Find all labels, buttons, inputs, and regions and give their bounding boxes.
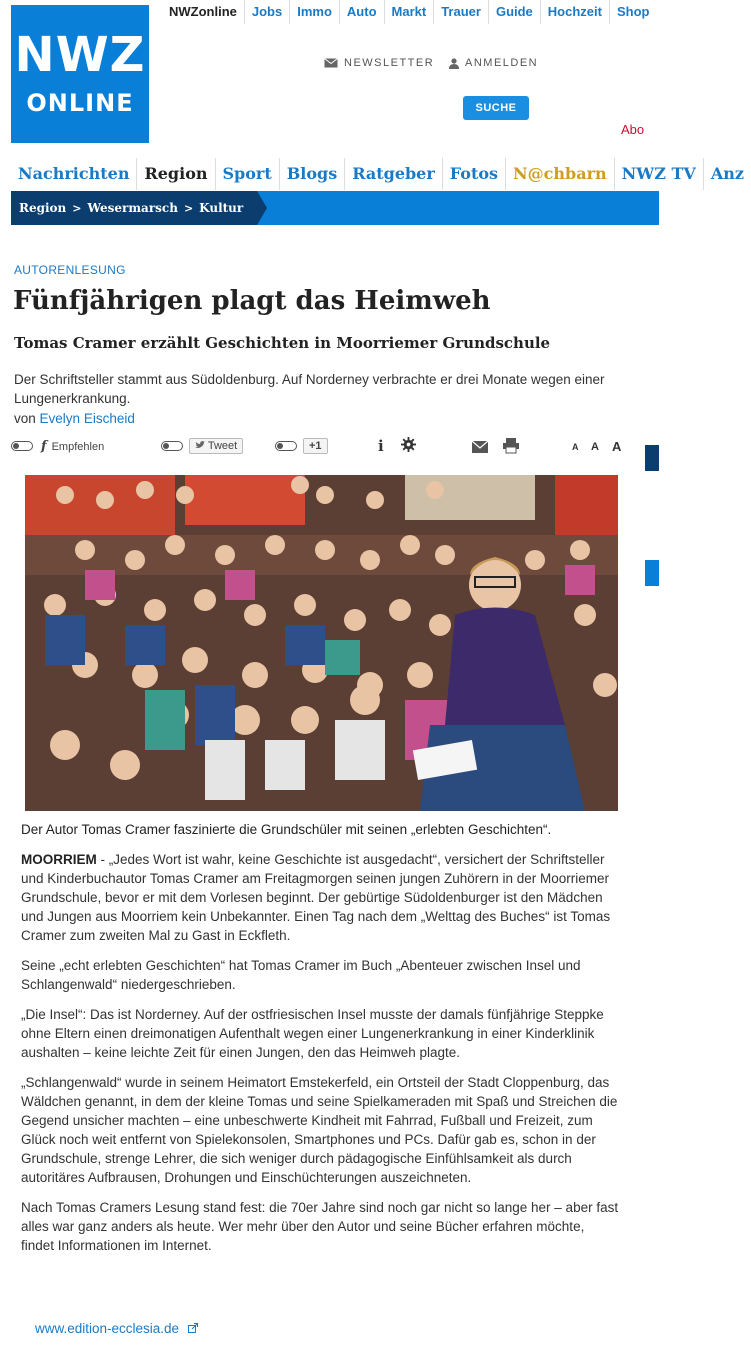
mail-icon[interactable] (472, 440, 488, 457)
nav-nachbarn[interactable]: N@chbarn (505, 158, 614, 190)
facebook-label: Empfehlen (51, 440, 105, 453)
article-body (21, 850, 621, 1266)
article-paragraph (21, 850, 621, 945)
external-link-text[interactable]: www.edition-ecclesia.de (35, 1321, 180, 1336)
gplus-share[interactable] (275, 436, 328, 456)
article-paragraph: „Schlangenwald“ wurde in seinem Heimatort Emstekerfeld, ein Ortsteil der Stadt Cloppenburg, das Wäldchen genannt, in dem der kleine Tomas und seine Spielkameraden mit Spaß und Streichen die Gegend unsicher machten – eine unbeschwerte Kindheit mit Fahrrad, Fußball und Freizeit, zum Glück noch weit entfernt von Spielekonsolen, Smartphones und PCs. Dafür gab es, schon in der Grundschule, strenge Lehrer, die sich weniger durch pädagogische Einfühlsamkeit als durch autoritäres Aufbrausen, Drohungen und Einschüchterungen auszeichneten. (21, 1075, 618, 1185)
twitter-share[interactable] (161, 436, 243, 456)
nwz-online-logo[interactable] (11, 5, 149, 143)
external-link[interactable] (35, 1321, 198, 1336)
article-photo[interactable] (25, 475, 618, 811)
breadcrumb-separator: > (72, 201, 82, 215)
nav-blogs[interactable]: Blogs (279, 158, 344, 190)
breadcrumb-bar (11, 191, 659, 225)
photo-illustration (25, 475, 618, 811)
tweet-button[interactable] (189, 438, 243, 454)
nav-anzeigen[interactable]: Anz (703, 158, 751, 190)
logo-text-online: ONLINE (26, 89, 134, 117)
article-kicker: AUTORENLESUNG (14, 263, 126, 277)
topnav-hochzeit[interactable]: Hochzeit (540, 0, 609, 24)
font-size-medium[interactable]: A (591, 441, 599, 453)
dateline: MOORRIEM (21, 852, 97, 867)
font-size-small[interactable]: A (572, 442, 579, 452)
side-tab-dark[interactable] (645, 445, 659, 471)
breadcrumb-separator: > (183, 201, 194, 215)
article-paragraph: „Die Insel“: Das ist Norderney. Auf der ostfriesischen Insel musste der damals fünfjährige Steppke ohne Eltern einen dreimonatigen Aufenthalt wegen einer Lungenerkrankung in einer Kinderklinik aushalten – keine leichte Zeit für einen Jungen, den das Heimweh plagte. (21, 1007, 604, 1060)
byline-prefix: von (14, 411, 36, 426)
gplus-toggle[interactable] (275, 441, 297, 451)
topnav-nwzonline[interactable]: NWZonline (169, 4, 237, 19)
search-button[interactable]: SUCHE (463, 96, 529, 120)
nav-fotos[interactable]: Fotos (442, 158, 505, 190)
paragraph-1-text: - „Jedes Wort ist wahr, keine Geschichte ist ausgedacht“, versichert der Schriftsteller und Kinderbuchautor Tomas Cramer am Freitagmorgen seinen jungen Zuhörern in der Moorriemer Grundschule, bevor er mit dem Vorlesen beginnt. Der gebürtige Südoldenburger ist den Mädchen und Jungen aus Moorriem kein Unbekannter. Einen Tag nach dem „Welttag des Buches“ ist Tomas Cramer zum zweiten Mal zu Gast in Eckfleth. (21, 852, 611, 943)
nav-sport[interactable]: Sport (215, 158, 279, 190)
breadcrumb-kultur[interactable]: Kultur (199, 201, 244, 215)
tweet-label: Tweet (207, 440, 238, 452)
facebook-toggle[interactable] (11, 441, 33, 451)
nav-nwz-tv[interactable]: NWZ TV (614, 158, 703, 190)
user-icon (449, 58, 459, 69)
article-subtitle: Tomas Cramer erzählt Geschichten in Moorriemer Grundschule (14, 334, 551, 352)
info-icon[interactable]: i (378, 437, 384, 455)
topnav-shop[interactable]: Shop (609, 0, 657, 24)
font-size-large[interactable]: A (612, 439, 622, 454)
article-lead: Der Schriftsteller stammt aus Südoldenburg. Auf Norderney verbrachte er drei Monate wegen einer Lungenerkrankung. (14, 372, 605, 406)
twitter-toggle[interactable] (161, 441, 183, 451)
login-link[interactable] (449, 57, 538, 69)
breadcrumb-wesermarsch[interactable]: Wesermarsch (87, 201, 178, 215)
breadcrumb (11, 191, 257, 225)
login-label: ANMELDEN (465, 57, 539, 69)
newsletter-label: NEWSLETTER (344, 57, 435, 69)
article-paragraph: Seine „echt erlebten Geschichten“ hat Tomas Cramer im Buch „Abenteuer zwischen Insel und Schlangenwald“ niedergeschrieben. (21, 958, 581, 992)
article-paragraph: Nach Tomas Cramers Lesung stand fest: die 70er Jahre sind noch gar nicht so lange her – aber fast alles war ganz anders als heute. Wer mehr über den Autor und seine Bücher erfahren möchte, findet Informationen im Internet. (21, 1200, 619, 1253)
external-link-icon (188, 1323, 198, 1333)
print-icon[interactable] (503, 438, 519, 457)
facebook-share[interactable] (11, 436, 104, 456)
topnav-guide[interactable]: Guide (488, 0, 540, 24)
main-navigation (11, 158, 751, 190)
gplus-button[interactable]: +1 (303, 438, 328, 454)
article-byline (14, 411, 135, 426)
article-title: Fünfjährigen plagt das Heimweh (13, 286, 491, 316)
twitter-bird-icon (195, 441, 205, 449)
topnav-markt[interactable]: Markt (384, 0, 434, 24)
facebook-recommend (41, 439, 104, 454)
topnav-trauer[interactable]: Trauer (433, 0, 488, 24)
nav-nachrichten[interactable]: Nachrichten (18, 164, 130, 183)
topnav-auto[interactable]: Auto (339, 0, 384, 24)
photo-caption: Der Autor Tomas Cramer faszinierte die Grundschüler mit seinen „erlebten Geschichten“. (21, 822, 552, 837)
topnav-jobs[interactable]: Jobs (244, 0, 289, 24)
facebook-icon: f (41, 438, 47, 454)
newsletter-envelope-icon (324, 58, 338, 68)
abo-link[interactable]: Abo (621, 122, 645, 137)
top-navigation (163, 0, 656, 24)
side-tab-blue[interactable] (645, 560, 659, 586)
logo-text-nwz: NWZ (14, 27, 146, 83)
nav-region[interactable]: Region (136, 158, 214, 190)
gear-icon[interactable] (401, 437, 416, 456)
nav-ratgeber[interactable]: Ratgeber (344, 158, 442, 190)
topnav-immo[interactable]: Immo (289, 0, 339, 24)
newsletter-link[interactable] (324, 57, 434, 69)
author-link[interactable]: Evelyn Eischeid (39, 411, 135, 426)
breadcrumb-region[interactable]: Region (19, 201, 67, 215)
